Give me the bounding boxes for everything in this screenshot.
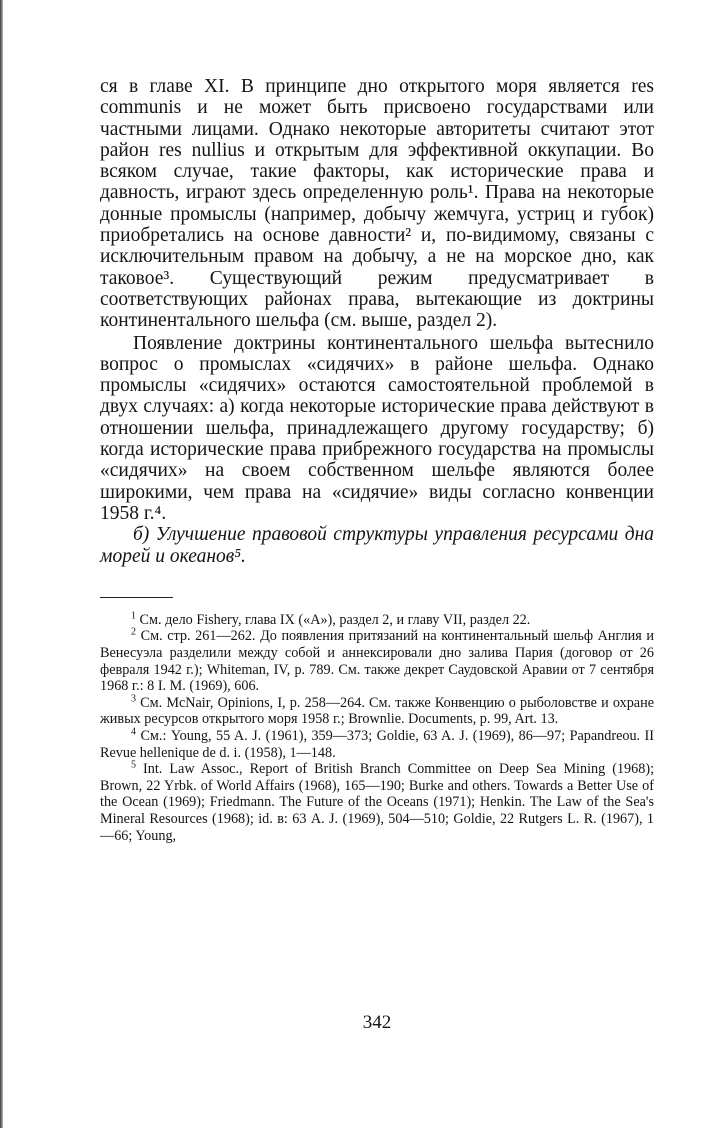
main-text bbox=[100, 76, 654, 567]
footnote-mark: 2 bbox=[131, 626, 136, 638]
footnote-3 bbox=[100, 695, 654, 728]
footnote-mark: 5 bbox=[131, 759, 136, 771]
footnote-mark: 4 bbox=[131, 726, 136, 738]
footnote-text: Int. Law Assoc., Report of British Branch Committee on Deep Sea Mining (1968); Brown, 22 Yrbk. of World Affairs (1968), 165—190; Burke and others. Towards a Better Use of the Ocean (1969); Friedmann. The Future of the Oceans (1971); Henkin. The Law of the Sea's Mineral Resources (1968); id. в: 63 A. J. (1969), 504—510; Goldie, 22 Rutgers L. R. (1967), 1—66; Young, bbox=[100, 761, 655, 844]
body-paragraph-2: Появление доктрины континентального шельфа вытеснило вопрос о промыслах «сидячих» в районе шельфа. Однако промыслы «сидячих» остаются самостоятельной проблемой в двух случаях: а) когда некоторые исторические права действуют в отношении шельфа, принадлежащего другому государству; б) когда исторические права прибрежного государства на промыслы «сидячих» на своем собственном шельфе являются более широкими, чем права на «сидячие» виды согласно конвенции 1958 г.⁴. bbox=[100, 332, 654, 524]
footnote-text: См.: Young, 55 A. J. (1961), 359—373; Goldie, 63 A. J. (1969), 86—97; Papandreou. II Revue hellenique de d. i. (1958), 1—148. bbox=[100, 727, 654, 761]
footnote-4 bbox=[100, 728, 654, 761]
page-edge bbox=[0, 0, 3, 1128]
footnote-text: См. дело Fishery, глава IX («А»), раздел 2, и главу VII, раздел 22. bbox=[139, 611, 531, 628]
footnote-1 bbox=[100, 612, 654, 629]
footnotes bbox=[100, 612, 654, 844]
footnote-text: См. стр. 261—262. До появления притязаний на континентальный шельф Англия и Венесуэла разделили между собой и аннексировали дно залива Пария (договор от 26 февраля 1942 г.); Whiteman, IV, p. 789. См. также декрет Саудовской Аравии от 7 сентября 1968 г.: 8 I. M. (1969), 606. bbox=[100, 628, 654, 695]
footnote-mark: 3 bbox=[131, 693, 136, 705]
footnote-5 bbox=[100, 761, 654, 844]
footnote-text: См. McNair, Opinions, I, p. 258—264. См. также Конвенцию о рыболовстве и охране живых ресурсов открытого моря 1958 г.; Brownlie. Documents, p. 99, Art. 13. bbox=[100, 694, 654, 728]
body-paragraph-1: ся в главе XI. В принципе дно открытого моря является res communis и не может быть присвоено государствами или частными лицами. Однако некоторые авторитеты считают этот район res nullius и открытым для эффективной оккупации. Во всяком случае, такие факторы, как исторические права и давность, играют здесь определенную роль¹. Права на некоторые донные промыслы (например, добычу жемчуга, устриц и губок) приобретались на основе давности² и, по-видимому, связаны с исключительным правом на добычу, а не на морское дно, как таковое³. Существующий режим предусматривает в соответствующих районах права, вытекающие из доктрины континентального шельфа (см. выше, раздел 2). bbox=[100, 76, 654, 332]
footnote-mark: 1 bbox=[131, 610, 136, 622]
footnote-2 bbox=[100, 628, 654, 694]
book-page bbox=[100, 76, 654, 844]
page-number: 342 bbox=[362, 1012, 392, 1033]
section-subheading: б) Улучшение правовой структуры управления ресурсами дна морей и океанов⁵. bbox=[100, 524, 654, 567]
footnote-divider bbox=[100, 597, 173, 598]
